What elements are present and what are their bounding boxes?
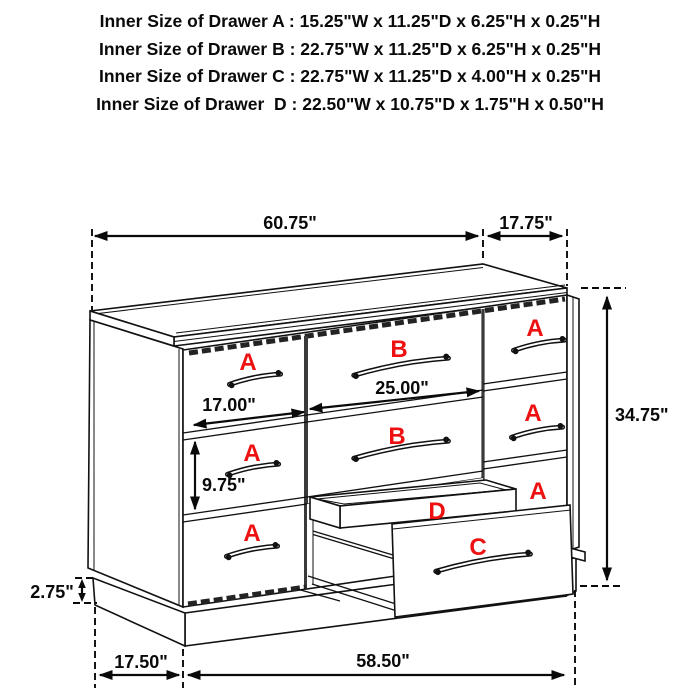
label-drawer-a6: A [529,478,547,505]
label-drawer-b2: B [388,423,406,450]
left-side-panel [88,320,183,607]
label-drawer-a5: A [524,400,542,427]
dim-base-height [30,579,86,602]
dim-base-depth [100,652,179,675]
dim-label-base-height: 2.75" [30,582,74,602]
label-drawer-c: C [469,534,487,561]
label-drawer-d: D [428,498,446,525]
dim-label-drawer-b-width: 25.00" [375,378,429,398]
spec-line-drawer-b: Inner Size of Drawer B : 22.75"W x 11.25"D x 6.25"H x 0.25"H [98,38,602,59]
dim-label-base-depth: 17.50" [114,652,168,672]
dim-overall-height [607,297,669,580]
dim-top-width [95,213,478,236]
dim-base-width [188,651,564,675]
spec-line-drawer-d: Inner Size of Drawer D : 22.50"W x 10.75"D x 1.75"H x 0.50"H [96,93,604,114]
dim-label-top-width: 60.75" [263,213,317,233]
spec-line-drawer-a: Inner Size of Drawer A : 15.25"W x 11.25"D x 6.25"H x 0.25"H [99,11,601,31]
label-drawer-b1: B [390,336,408,363]
dim-top-depth [488,213,562,236]
label-drawer-a1: A [239,349,257,376]
label-drawer-a2: A [243,440,261,467]
dim-label-top-depth: 17.75" [499,213,553,233]
dim-label-base-width: 58.50" [356,651,410,671]
label-drawer-a4: A [526,315,544,342]
spec-line-drawer-c: Inner Size of Drawer C : 22.75"W x 11.25"D x 4.00"H x 0.25"H [98,66,602,86]
label-drawer-a3: A [243,520,261,547]
dim-label-overall-height: 34.75" [615,405,669,425]
dim-label-drawer-a-height: 9.75" [202,475,246,495]
dim-label-drawer-a-width: 17.00" [202,395,256,415]
